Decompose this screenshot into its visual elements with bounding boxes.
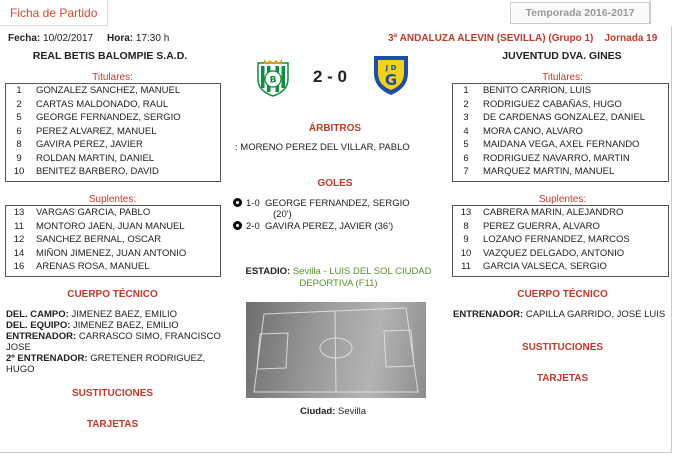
player-number: 5 (16, 112, 22, 123)
estadio-label: ESTADIO: (245, 266, 291, 277)
home-team-name[interactable]: REAL BETIS BALOMPIE S.A.D. (32, 50, 188, 62)
goles-label: GOLES (317, 178, 353, 189)
staff-role: ENTRENADOR: (6, 331, 77, 342)
gines-crest-icon[interactable] (371, 53, 411, 100)
player-row[interactable] (453, 233, 668, 247)
player-number: 10 (460, 247, 472, 259)
staff-role: 2º ENTRENADOR: (6, 353, 88, 364)
player-name[interactable]: GONZALEZ SANCHEZ, MANUEL (36, 85, 181, 96)
player-row[interactable] (6, 260, 220, 274)
player-name[interactable]: DE CARDENAS GONZALEZ, DANIEL (483, 112, 646, 123)
player-number: 6 (463, 152, 469, 164)
player-number: 9 (463, 234, 469, 245)
player-number: 2 (463, 98, 469, 110)
player-number: 1 (463, 85, 469, 96)
player-number: 5 (463, 139, 469, 150)
player-number: 13 (460, 207, 472, 218)
jornada[interactable]: Jornada 19 (604, 33, 658, 44)
player-row[interactable] (453, 84, 668, 98)
player-number: 2 (16, 98, 22, 110)
ciudad-label: Ciudad: (300, 406, 336, 417)
football-field-image (246, 302, 426, 398)
staff-row (453, 309, 668, 320)
away-suplentes-list (452, 205, 669, 277)
player-name[interactable]: CABRERA MARIN, ALEJANDRO (483, 207, 624, 218)
player-name[interactable]: MORA CANO, ALVARO (483, 125, 583, 137)
away-staff (453, 309, 668, 320)
player-number: 14 (13, 247, 25, 259)
player-name[interactable]: GEORGE FERNANDEZ, SERGIO (36, 112, 181, 123)
staff-role: ENTRENADOR: (453, 309, 524, 320)
player-name[interactable]: GARCIA VALSECA, SERGIO (483, 261, 607, 272)
player-name[interactable]: VARGAS GARCIA, PABLO (36, 207, 151, 218)
player-row[interactable] (453, 220, 668, 234)
player-name[interactable]: MAIDANA VEGA, AXEL FERNANDO (483, 139, 640, 150)
player-row[interactable] (6, 84, 220, 98)
player-number: 8 (16, 139, 22, 150)
player-row[interactable] (6, 247, 220, 261)
player-name[interactable]: ROLDAN MARTIN, DANIEL (36, 152, 155, 164)
player-name[interactable]: MARQUEZ MARTIN, MANUEL (483, 166, 615, 177)
player-row[interactable] (453, 247, 668, 261)
player-number: 9 (16, 152, 22, 164)
player-name[interactable]: MONTORO JAEN, JUAN MANUEL (36, 220, 185, 232)
fecha-value: 10/02/2017 (43, 33, 94, 44)
corner-divider (650, 0, 670, 24)
hora-value: 17:30 h (135, 33, 170, 44)
svg-text:J D: J D (385, 64, 397, 72)
goal-scorer: GAVIRA PEREZ, JAVIER (265, 221, 372, 232)
home-tarjetas-label: TARJETAS (86, 419, 139, 430)
player-name[interactable]: BENITO CARRION, LUIS (483, 85, 592, 96)
away-cuerpo-tecnico-label: CUERPO TÉCNICO (517, 289, 608, 300)
player-row[interactable] (6, 138, 220, 152)
away-titulares-list (452, 83, 669, 182)
player-row[interactable] (6, 98, 220, 112)
player-name[interactable]: CARTAS MALDONADO, RAUL (36, 98, 169, 110)
staff-name: CARRASCO SIMO, FRANCISCO JOSE (6, 331, 221, 353)
staff-name: GRETENER RODRIGUEZ, HUGO (6, 353, 206, 375)
player-number: 3 (463, 112, 469, 123)
staff-name: CAPILLA GARRIDO, JOSE LUIS (525, 309, 666, 320)
player-row[interactable] (453, 111, 668, 125)
away-sustituciones-label: SUSTITUCIONES (521, 342, 604, 353)
city-info (300, 406, 366, 417)
goal-score: 2-0 (246, 221, 260, 232)
player-row[interactable] (453, 125, 668, 139)
competition-name[interactable]: 3ª ANDALUZA ALEVIN (SEVILLA) (Grupo 1) (388, 33, 594, 44)
estadio-name[interactable]: Sevilla - LUIS DEL SOL CIUDAD DEPORTIVA (F11) (292, 266, 432, 289)
player-row[interactable] (6, 152, 220, 166)
player-name[interactable]: SANCHEZ BERNAL, OSCAR (36, 234, 162, 245)
competition-info (388, 33, 657, 44)
player-row[interactable] (6, 233, 220, 247)
tab-ficha-de-partido[interactable]: Ficha de Partido (0, 0, 108, 26)
away-titulares-label: Titulares: (542, 72, 583, 83)
stadium-info (236, 266, 441, 290)
player-number: 1 (16, 85, 22, 96)
goal-minute: (36') (374, 221, 394, 232)
player-row[interactable] (6, 165, 220, 179)
goal-minute: (20') (273, 209, 292, 220)
goal-scorer: GEORGE FERNANDEZ, SERGIO (265, 198, 410, 209)
player-row[interactable] (6, 125, 220, 139)
staff-name: JIMENEZ BAEZ, EMILIO (71, 309, 178, 320)
player-name[interactable]: LOZANO FERNANDEZ, MARCOS (483, 234, 630, 245)
fecha-label: Fecha: (8, 33, 41, 44)
player-name[interactable]: RODRIGUEZ CABAÑAS, HUGO (483, 98, 622, 110)
player-row[interactable] (453, 165, 668, 179)
staff-row (6, 320, 221, 331)
betis-crest-icon[interactable] (254, 57, 292, 100)
referee-name: : MORENO PEREZ DEL VILLAR, PABLO (235, 142, 410, 153)
staff-row (6, 309, 221, 320)
player-name[interactable]: MIÑON JIMENEZ, JUAN ANTONIO (36, 247, 187, 259)
player-row[interactable] (453, 206, 668, 220)
player-row[interactable] (6, 206, 220, 220)
date-time-row (8, 33, 169, 44)
player-row[interactable] (6, 111, 220, 125)
ciudad-name: Sevilla (338, 406, 366, 417)
staff-row (6, 353, 221, 375)
goal-row (233, 221, 443, 232)
arbitros-label: ÁRBITROS (308, 123, 362, 134)
player-number: 6 (16, 125, 22, 137)
player-number: 11 (461, 261, 471, 272)
match-score: 2 - 0 (313, 67, 348, 86)
player-number: 7 (463, 166, 469, 177)
player-row[interactable] (453, 152, 668, 166)
player-number: 10 (13, 166, 25, 177)
top-bar (0, 0, 675, 26)
player-number: 8 (463, 220, 469, 232)
player-row[interactable] (453, 260, 668, 274)
staff-row (6, 331, 221, 353)
player-number: 13 (13, 207, 25, 218)
home-suplentes-list (5, 205, 221, 277)
away-team-name[interactable]: JUVENTUD DVA. GINES (502, 50, 622, 62)
home-titulares-label: Titulares: (92, 72, 133, 83)
home-titulares-list (5, 83, 221, 182)
player-name[interactable]: BENITEZ BARBERO, DAVID (36, 166, 159, 177)
soccer-ball-icon (233, 198, 242, 207)
svg-text:G: G (384, 71, 398, 89)
goal-score: 1-0 (246, 198, 260, 209)
player-name[interactable]: VAZQUEZ DELGADO, ANTONIO (483, 247, 625, 259)
staff-name: JIMENEZ BAEZ, EMILIO (73, 320, 179, 331)
player-row[interactable] (453, 98, 668, 112)
staff-role: DEL. CAMPO: (6, 309, 69, 320)
home-cuerpo-tecnico-label: CUERPO TÉCNICO (67, 289, 158, 300)
player-name[interactable]: PEREZ ALVAREZ, MANUEL (36, 125, 157, 137)
player-name[interactable]: ARENAS ROSA, MANUEL (36, 261, 150, 272)
staff-role: DEL. EQUIPO: (6, 320, 71, 331)
hora-label: Hora: (106, 33, 134, 44)
player-number: 4 (463, 125, 469, 137)
player-row[interactable] (6, 220, 220, 234)
player-name[interactable]: GAVIRA PEREZ, JAVIER (36, 139, 143, 150)
away-suplentes-label: Suplentes: (538, 194, 587, 205)
away-tarjetas-label: TARJETAS (536, 373, 589, 384)
home-suplentes-label: Suplentes: (88, 194, 137, 205)
home-sustituciones-label: SUSTITUCIONES (71, 388, 154, 399)
svg-text:B: B (269, 75, 277, 86)
player-row[interactable] (453, 138, 668, 152)
soccer-ball-icon (233, 221, 242, 230)
player-number: 16 (13, 261, 25, 272)
player-name[interactable]: RODRIGUEZ NAVARRO, MARTIN (483, 152, 630, 164)
player-name[interactable]: PEREZ GUERRA, ALVARO (483, 220, 600, 232)
season-label: Temporada 2016-2017 (510, 2, 650, 24)
player-number: 12 (13, 234, 25, 245)
home-staff (6, 309, 221, 375)
player-number: 11 (14, 220, 24, 232)
goal-row (233, 198, 443, 220)
